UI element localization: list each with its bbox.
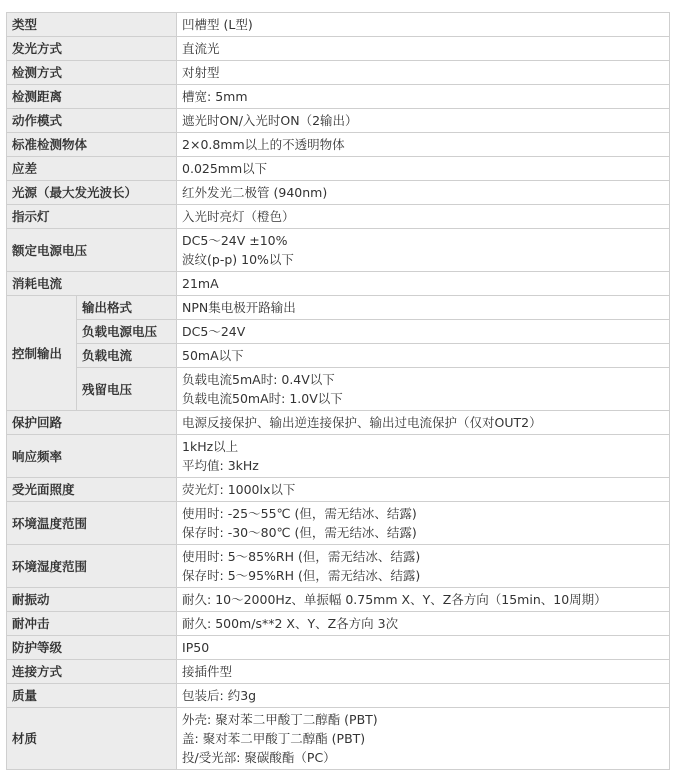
- spec-label: 环境温度范围: [7, 502, 177, 545]
- spec-value-line: NPN集电极开路输出: [182, 300, 296, 315]
- spec-value-line: 波纹(p-p) 10%以下: [182, 252, 294, 267]
- spec-value-line: 耐久: 10～2000Hz、单振幅 0.75mm X、Y、Z各方向（15min、10周期）: [182, 592, 607, 607]
- spec-label: 质量: [7, 684, 177, 708]
- spec-value: [177, 37, 670, 61]
- spec-value-line: 入光时亮灯（橙色）: [182, 209, 295, 224]
- spec-sublabel: 负载电源电压: [77, 320, 177, 344]
- spec-value: [177, 344, 670, 368]
- spec-row: [7, 612, 670, 636]
- spec-sublabel: 负载电流: [77, 344, 177, 368]
- spec-value-line: 接插件型: [182, 664, 233, 679]
- spec-value: [177, 205, 670, 229]
- spec-value-line: DC5～24V ±10%: [182, 233, 288, 248]
- spec-value-line: 2×0.8mm以上的不透明物体: [182, 137, 345, 152]
- spec-value-line: 槽宽: 5mm: [182, 89, 248, 104]
- spec-value: [177, 181, 670, 205]
- spec-value: [177, 545, 670, 588]
- spec-label: 消耗电流: [7, 272, 177, 296]
- spec-row: [7, 37, 670, 61]
- spec-label: 检测距离: [7, 85, 177, 109]
- spec-value: [177, 109, 670, 133]
- spec-label: 发光方式: [7, 37, 177, 61]
- spec-value-line: 凹槽型 (L型): [182, 17, 253, 32]
- spec-label: 额定电源电压: [7, 229, 177, 272]
- spec-value-line: 红外发光二极管 (940nm): [182, 185, 328, 200]
- spec-label: 指示灯: [7, 205, 177, 229]
- spec-value: [177, 85, 670, 109]
- spec-value: [177, 13, 670, 37]
- spec-row: [7, 344, 670, 368]
- spec-value: [177, 368, 670, 411]
- spec-group-label: 控制输出: [7, 296, 77, 411]
- spec-value-line: 21mA: [182, 276, 219, 291]
- spec-value: [177, 588, 670, 612]
- spec-label: 保护回路: [7, 411, 177, 435]
- spec-label: 环境湿度范围: [7, 545, 177, 588]
- spec-label: 受光面照度: [7, 478, 177, 502]
- spec-label: 材质: [7, 708, 177, 770]
- spec-row: [7, 502, 670, 545]
- spec-row: [7, 133, 670, 157]
- spec-row: [7, 157, 670, 181]
- spec-value-line: 使用时: -25～55℃ (但，需无结冰、结露): [182, 506, 417, 521]
- spec-row: [7, 708, 670, 770]
- spec-row: [7, 660, 670, 684]
- spec-value: [177, 272, 670, 296]
- spec-value-line: 负载电流50mA时: 1.0V以下: [182, 391, 343, 406]
- spec-value-line: 对射型: [182, 65, 220, 80]
- spec-value-line: 包装后: 约3g: [182, 688, 257, 703]
- spec-sublabel: 残留电压: [77, 368, 177, 411]
- spec-value-line: 负载电流5mA时: 0.4V以下: [182, 372, 335, 387]
- spec-value-line: DC5～24V: [182, 324, 246, 339]
- spec-value: [177, 684, 670, 708]
- spec-label: 耐冲击: [7, 612, 177, 636]
- spec-value: [177, 411, 670, 435]
- spec-label: 动作模式: [7, 109, 177, 133]
- spec-value-line: 平均值: 3kHz: [182, 458, 259, 473]
- spec-label: 标准检测物体: [7, 133, 177, 157]
- spec-value-line: 0.025mm以下: [182, 161, 268, 176]
- spec-label: 检测方式: [7, 61, 177, 85]
- spec-row: [7, 229, 670, 272]
- spec-value: [177, 229, 670, 272]
- spec-row: [7, 272, 670, 296]
- spec-value: [177, 61, 670, 85]
- spec-value-line: 保存时: 5～95%RH (但，需无结冰、结露): [182, 568, 421, 583]
- spec-label: 类型: [7, 13, 177, 37]
- spec-value: [177, 502, 670, 545]
- spec-row: [7, 181, 670, 205]
- spec-label: 响应频率: [7, 435, 177, 478]
- spec-value: [177, 660, 670, 684]
- spec-label: 连接方式: [7, 660, 177, 684]
- spec-value: [177, 435, 670, 478]
- spec-value-line: 50mA以下: [182, 348, 244, 363]
- spec-value: [177, 478, 670, 502]
- spec-row: [7, 368, 670, 411]
- spec-value-line: 投/受光部: 聚碳酸酯（PC）: [182, 750, 336, 765]
- spec-row: [7, 109, 670, 133]
- spec-value-line: IP50: [182, 640, 210, 655]
- spec-row: [7, 684, 670, 708]
- spec-label: 光源（最大发光波长）: [7, 181, 177, 205]
- spec-label: 耐振动: [7, 588, 177, 612]
- spec-value: [177, 157, 670, 181]
- spec-value: [177, 133, 670, 157]
- spec-value-line: 使用时: 5～85%RH (但，需无结冰、结露): [182, 549, 421, 564]
- spec-row: [7, 85, 670, 109]
- spec-row: [7, 13, 670, 37]
- spec-value-line: 耐久: 500m/s**2 X、Y、Z各方向 3次: [182, 616, 399, 631]
- spec-row: [7, 435, 670, 478]
- spec-table: [6, 12, 670, 770]
- spec-row: [7, 61, 670, 85]
- spec-row: [7, 411, 670, 435]
- spec-row: [7, 296, 670, 320]
- spec-value: [177, 320, 670, 344]
- spec-value-line: 1kHz以上: [182, 439, 239, 454]
- spec-label: 防护等级: [7, 636, 177, 660]
- spec-value-line: 荧光灯: 1000lx以下: [182, 482, 296, 497]
- spec-value-line: 电源反接保护、输出逆连接保护、输出过电流保护（仅对OUT2）: [182, 415, 542, 430]
- spec-value-line: 遮光时ON/入光时ON（2输出）: [182, 113, 358, 128]
- spec-row: [7, 588, 670, 612]
- spec-row: [7, 205, 670, 229]
- spec-value: [177, 636, 670, 660]
- spec-value-line: 外壳: 聚对苯二甲酸丁二醇酯 (PBT): [182, 712, 378, 727]
- spec-sublabel: 输出格式: [77, 296, 177, 320]
- spec-value-line: 盖: 聚对苯二甲酸丁二醇酯 (PBT): [182, 731, 366, 746]
- spec-label: 应差: [7, 157, 177, 181]
- spec-row: [7, 636, 670, 660]
- spec-row: [7, 320, 670, 344]
- spec-value: [177, 296, 670, 320]
- spec-row: [7, 478, 670, 502]
- spec-value: [177, 708, 670, 770]
- spec-value: [177, 612, 670, 636]
- spec-row: [7, 545, 670, 588]
- spec-value-line: 直流光: [182, 41, 220, 56]
- spec-value-line: 保存时: -30～80℃ (但，需无结冰、结露): [182, 525, 417, 540]
